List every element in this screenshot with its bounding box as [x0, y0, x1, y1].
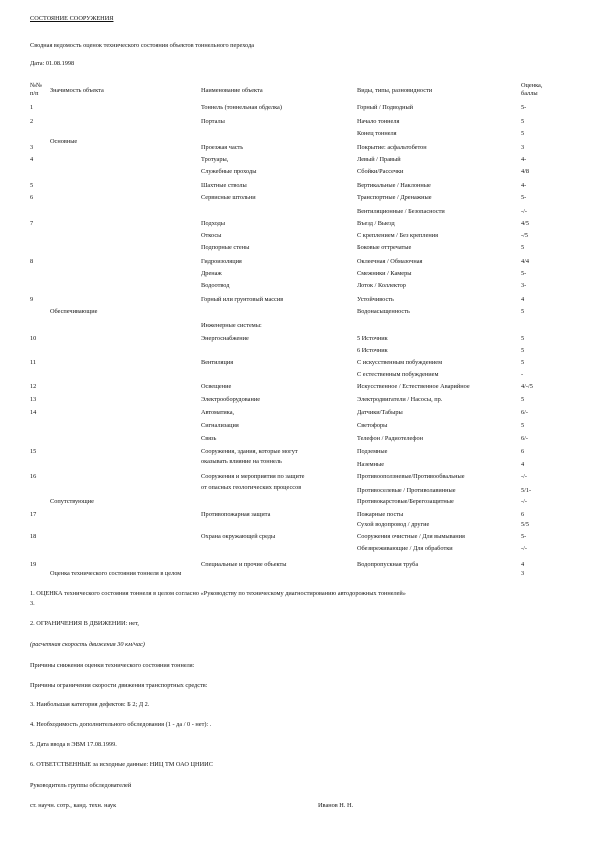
- row-type: Наземные: [357, 461, 385, 468]
- note-1: 1. ОЦЕНКА технического состояния тоннеля в целом согласно «Руководству по техническому диагностированию автодорожных тоннелей»: [30, 590, 406, 597]
- row-type: Противооползневые/Противообвальные: [357, 473, 465, 480]
- row-score: -/5: [521, 232, 528, 239]
- row-type: Сбойки/Рассечки: [357, 168, 404, 175]
- row-name: Сигнализация: [201, 422, 239, 429]
- row-type: Сооружения очистные / Для вымывания: [357, 533, 465, 540]
- row-name: от опасных геологических процессов: [201, 484, 302, 491]
- row-type: С креплением / Без крепления: [357, 232, 438, 239]
- row-group: Обеспечивающие: [50, 308, 98, 315]
- row-name: Специальные и прочие объекты: [201, 561, 287, 568]
- row-score: 5: [521, 118, 525, 125]
- row-num: 18: [30, 533, 37, 540]
- row-name: Вентиляция: [201, 359, 234, 366]
- header-num-line1: №№: [30, 82, 43, 89]
- header-score: [521, 82, 542, 98]
- row-score: 5: [521, 308, 525, 315]
- row-score: 4: [521, 461, 525, 468]
- row-type: Обезвреживающие / Для обработки: [357, 545, 453, 552]
- row-num: 16: [30, 473, 37, 480]
- row-type: 5 Источник: [357, 335, 388, 342]
- row-score: 5: [521, 244, 525, 251]
- note-2-reasons-score: Причины снижения оценки технического состояния тоннеля:: [30, 662, 195, 669]
- row-score: 5-: [521, 104, 527, 111]
- row-score: -/-: [521, 473, 527, 480]
- row-name: Освещение: [201, 383, 232, 390]
- row-name: Гидроизоляция: [201, 258, 242, 265]
- row-name: Тоннель (тоннельная обделка): [201, 104, 282, 111]
- row-num: 8: [30, 258, 34, 265]
- row-score: -: [521, 371, 524, 378]
- row-num: 3: [30, 144, 34, 151]
- row-score: 5: [521, 359, 525, 366]
- row-num: 17: [30, 511, 37, 518]
- row-score: 6/-: [521, 435, 528, 442]
- header-name: Наименование объекта: [201, 87, 263, 94]
- row-name: Инженерные системы:: [201, 322, 262, 329]
- row-type: Пожарные посты: [357, 511, 404, 518]
- row-type: Левый / Правый: [357, 156, 401, 163]
- row-score: 3: [521, 144, 525, 151]
- row-name: Автоматика,: [201, 409, 235, 416]
- document-title: СОСТОЯНИЕ СООРУЖЕНИЯ: [30, 15, 114, 22]
- row-name: Тротуары,: [201, 156, 229, 163]
- row-score: 6: [521, 511, 525, 518]
- row-num: 15: [30, 448, 37, 455]
- row-score: 4/5: [521, 220, 530, 227]
- row-group: Сопутствующие: [50, 498, 94, 505]
- row-type: Начало тоннеля: [357, 118, 400, 125]
- row-score: 4-: [521, 156, 527, 163]
- leader-name: Иванов Н. Н.: [318, 802, 354, 809]
- note-6: 6. ОТВЕТСТВЕННЫЕ за исходные данные: НИЦ ТМ ОАО ЦНИИС: [30, 761, 213, 768]
- row-name: Порталы: [201, 118, 225, 125]
- row-type: Горный / Подводный: [357, 104, 414, 111]
- row-name: Энергоснабжение: [201, 335, 249, 342]
- overall-score: 3: [521, 570, 525, 577]
- row-num: 14: [30, 409, 37, 416]
- document-date: Дата: 01.08.1998: [30, 60, 75, 67]
- header-types: Виды, типы, разновидности: [357, 87, 433, 94]
- row-type: 6 Источник: [357, 347, 388, 354]
- row-type: Датчики/Табыры: [357, 409, 403, 416]
- row-num: 5: [30, 182, 34, 189]
- row-type: Покрытие: асфальтобетон: [357, 144, 427, 151]
- row-num: 4: [30, 156, 34, 163]
- row-num: 13: [30, 396, 37, 403]
- row-name: Служебные проходы: [201, 168, 257, 175]
- row-num: 19: [30, 561, 37, 568]
- row-score: 5-: [521, 194, 527, 201]
- row-score: 4/4: [521, 258, 530, 265]
- note-3: 3. Наибольшая категория дефектов: Б 2; Д 2.: [30, 701, 150, 708]
- row-score: 5: [521, 422, 525, 429]
- row-type: Сухой водопровод / другие: [357, 521, 430, 528]
- row-name: Сооружения и мероприятия по защите: [201, 473, 305, 480]
- row-num: 2: [30, 118, 34, 125]
- row-score: -/-: [521, 208, 527, 215]
- row-score: 4-: [521, 182, 527, 189]
- row-type: С искусственным побуждением: [357, 359, 443, 366]
- row-score: 4/-/5: [521, 383, 533, 390]
- row-name: Откосы: [201, 232, 222, 239]
- row-score: 6/-: [521, 409, 528, 416]
- row-name: Шахтные стволы: [201, 182, 247, 189]
- header-score-line2: баллы: [521, 90, 538, 97]
- note-1-value: 3.: [30, 600, 35, 607]
- row-score: 4: [521, 561, 525, 568]
- row-type: Противокарстовые/Берегозащитные: [357, 498, 454, 505]
- row-name: Подходы: [201, 220, 226, 227]
- row-score: 3-: [521, 282, 527, 289]
- row-score: 4/8: [521, 168, 530, 175]
- row-name: Водоотвод: [201, 282, 230, 289]
- row-type: Водонасыщенность: [357, 308, 410, 315]
- row-score: 5: [521, 130, 525, 137]
- row-type: Водопропускная труба: [357, 561, 419, 568]
- row-type: Светофоры: [357, 422, 388, 429]
- row-type: Вертикальные / Наклонные: [357, 182, 431, 189]
- row-name: Проезжая часть: [201, 144, 244, 151]
- row-score: 4: [521, 296, 525, 303]
- row-type: Подземные: [357, 448, 388, 455]
- row-score: 6: [521, 448, 525, 455]
- header-num-line2: п/п: [30, 90, 39, 97]
- row-type: Въезд / Выезд: [357, 220, 395, 227]
- row-num: 6: [30, 194, 34, 201]
- row-name: Сооружения, здания, которые могут: [201, 448, 298, 455]
- row-group: Основные: [50, 138, 78, 145]
- row-type: Оклеечная / Обмазочная: [357, 258, 423, 265]
- header-num: [30, 82, 42, 98]
- row-type: Вентиляционные / Безопасности: [357, 208, 445, 215]
- row-score: 5: [521, 335, 525, 342]
- header-group: Значимость объекта: [50, 87, 104, 94]
- row-num: 9: [30, 296, 34, 303]
- row-score: 5: [521, 347, 525, 354]
- row-name: Сервисные штольни: [201, 194, 256, 201]
- note-2: 2. ОГРАНИЧЕНИЯ В ДВИЖЕНИИ: нет,: [30, 620, 139, 627]
- row-num: 10: [30, 335, 37, 342]
- row-type: Конец тоннеля: [357, 130, 397, 137]
- note-2-speed: (расчетная скорость движения 30 км/час): [30, 641, 145, 648]
- row-type: Телефон / Радиотелефон: [357, 435, 424, 442]
- note-2-reasons-speed: Причины ограничения скорости движения транспортных средств:: [30, 682, 208, 689]
- row-type: Устойчивость: [357, 296, 394, 303]
- row-score: 5-: [521, 533, 527, 540]
- leader-position: ст. научн. сотр., канд. техн. наук: [30, 802, 117, 809]
- row-type: Транспортные / Дренажные: [357, 194, 432, 201]
- row-num: 7: [30, 220, 34, 227]
- row-name: оказывать влияние на тоннель: [201, 458, 282, 465]
- row-name: Охрана окружающей среды: [201, 533, 276, 540]
- leader-title: Руководитель группы обследователей: [30, 782, 132, 789]
- row-name: Противопожарная защита: [201, 511, 271, 518]
- row-name: Связь: [201, 435, 217, 442]
- row-score: 5/1-: [521, 487, 532, 494]
- row-name: Горный или грунтовый массив: [201, 296, 284, 303]
- row-num: 12: [30, 383, 37, 390]
- row-num: 11: [30, 359, 37, 366]
- overall-label: Оценка технического состояния тоннеля в целом: [50, 570, 182, 577]
- row-type: С естественным побуждением: [357, 371, 439, 378]
- row-score: -/-: [521, 498, 527, 505]
- row-score: 5: [521, 396, 525, 403]
- row-type: Смежники / Камеры: [357, 270, 412, 277]
- row-score: -/-: [521, 545, 527, 552]
- row-num: 1: [30, 104, 34, 111]
- row-type: Противоселевые / Противолавинные: [357, 487, 456, 494]
- row-type: Искусственное / Естественное Аварийное: [357, 383, 470, 390]
- row-type: Лоток / Коллектор: [357, 282, 406, 289]
- header-score-line1: Оценка,: [521, 82, 543, 89]
- row-name: Электрооборудование: [201, 396, 261, 403]
- row-name: Дренаж: [201, 270, 222, 277]
- row-type: Боковые оттречатые: [357, 244, 412, 251]
- document-subtitle: Сводная ведомость оценок технического состояния объектов тоннельного перехода: [30, 42, 255, 49]
- row-type: Электродвигатели / Насосы, пр.: [357, 396, 443, 403]
- row-score: 5/5: [521, 521, 530, 528]
- note-5: 5. Дата ввода в ЭВМ 17.08.1999.: [30, 741, 117, 748]
- row-score: 5-: [521, 270, 527, 277]
- row-name: Подпорные стены: [201, 244, 250, 251]
- note-4: 4. Необходимость дополнительного обследования (1 - да / 0 - нет): .: [30, 721, 212, 728]
